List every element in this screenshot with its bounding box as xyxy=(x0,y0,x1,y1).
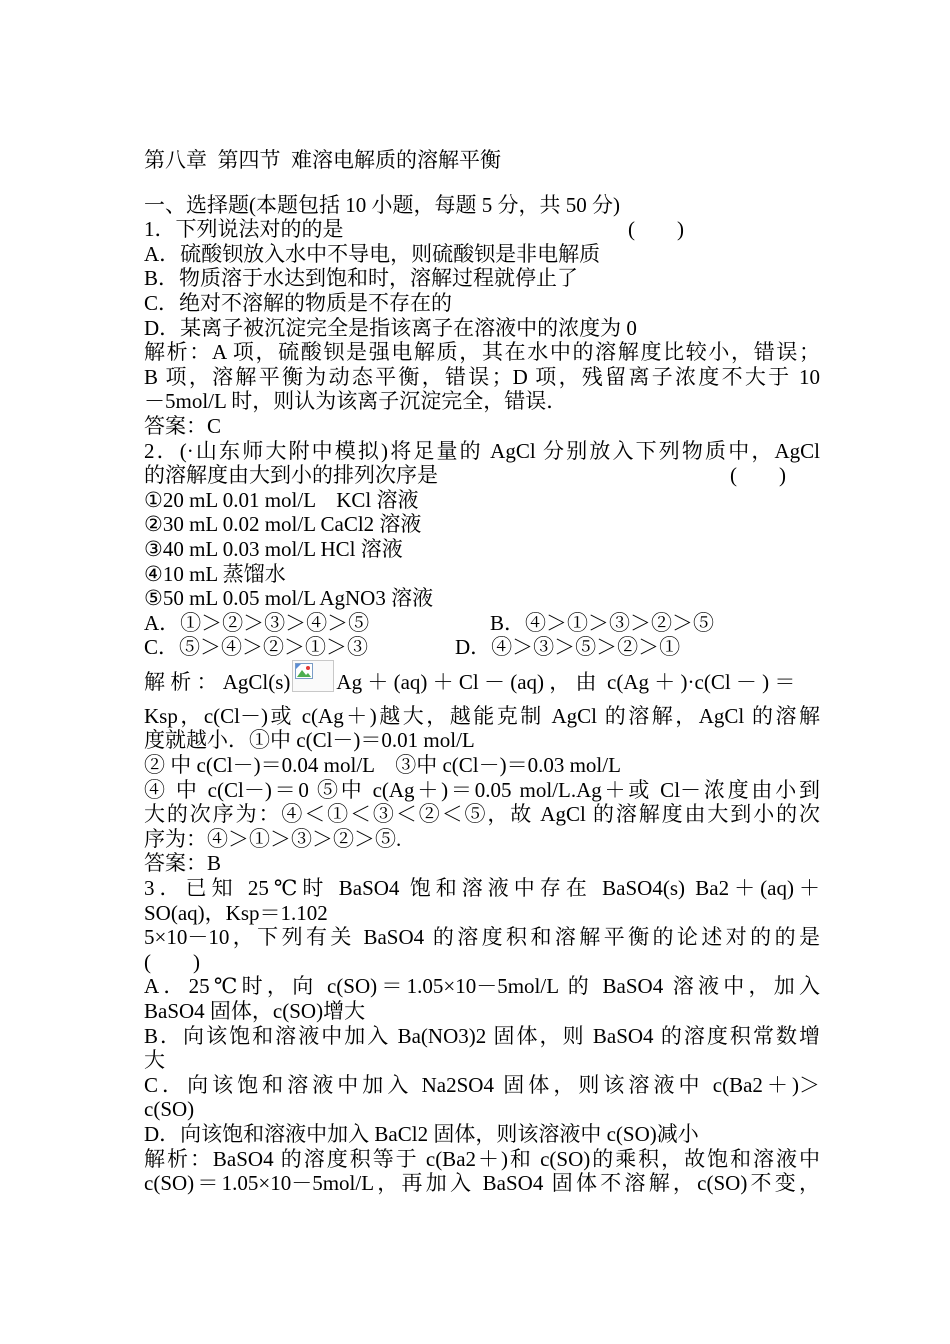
q1-option-d: D．某离子被沉淀完全是指该离子在溶液中的浓度为 0 xyxy=(144,315,637,340)
q2-option-b: B．④＞①＞③＞②＞⑤ xyxy=(490,610,715,635)
q2-analysis-line: ② 中 c(Cl－)＝0.04 mol/L ③中 c(Cl－)＝0.03 mol/L xyxy=(144,753,621,778)
broken-image-icon xyxy=(292,660,334,692)
q2-item: ①20 mL 0.01 mol/L KCl 溶液 xyxy=(144,487,419,512)
q2-bracket: ( ) xyxy=(730,463,786,488)
q2-analysis-line: Ksp，c(Cl－)或 c(Ag＋)越大，越能克制 AgCl 的溶解，AgCl 的溶解 xyxy=(144,703,820,728)
q2-stem-line: 2．(·山东师大附中模拟)将足量的 AgCl 分别放入下列物质中，AgCl xyxy=(144,438,820,463)
document-body xyxy=(144,148,820,1196)
q3-option-d: D．向该饱和溶液中加入 BaCl2 固体，则该溶液中 c(SO)减小 xyxy=(144,1121,699,1146)
q2-item: ③40 mL 0.03 mol/L HCl 溶液 xyxy=(144,536,403,561)
q1-option-a: A．硫酸钡放入水中不导电，则硫酸钡是非电解质 xyxy=(144,241,601,266)
q2-item: ②30 mL 0.02 mol/L CaCl2 溶液 xyxy=(144,512,422,537)
q2-analysis-line: ④ 中 c(Cl－)＝0 ⑤中 c(Ag＋)＝0.05 mol/L.Ag＋或 Cl－浓度由小到 xyxy=(144,777,820,802)
q3-analysis-line: 解析：BaSO4 的溶度积等于 c(Ba2＋)和 c(SO)的乘积，故饱和溶液中 xyxy=(144,1146,820,1171)
q1-bracket: ( ) xyxy=(628,217,684,242)
q2-option-a: A．①＞②＞③＞④＞⑤ xyxy=(144,610,370,635)
q3-option-a-cont: BaSO4 固体，c(SO)增大 xyxy=(144,999,366,1023)
q2-option-c: C．⑤＞④＞②＞①＞③ xyxy=(144,635,369,660)
q3-option-b-cont: 大 xyxy=(144,1048,165,1073)
q2-stem-line xyxy=(144,463,820,488)
q2-options-row xyxy=(144,635,820,660)
q2-analysis-start: 解 析 ： AgCl(s) xyxy=(144,669,291,694)
q3-option-a: A．25℃时，向 c(SO)＝1.05×10－5mol/L 的 BaSO4 溶液中，加入 xyxy=(144,974,820,999)
q3-option-c-cont: c(SO) xyxy=(144,1097,195,1122)
q2-analysis-line xyxy=(144,660,820,704)
q1-option-c: C．绝对不溶解的物质是不存在的 xyxy=(144,290,453,315)
q2-options-row xyxy=(144,611,820,636)
q3-stem-line: SO(aq)，Ksp＝1.102 xyxy=(144,900,328,925)
q2-item: ⑤50 mL 0.05 mol/L AgNO3 溶液 xyxy=(144,586,434,611)
q3-analysis-line: c(SO)＝1.05×10－5mol/L，再加入 BaSO4 固体不溶解，c(SO)不变， xyxy=(144,1171,820,1196)
q3-bracket: ( ) xyxy=(144,949,200,974)
q2-analysis-line: 度就越小．①中 c(Cl－)＝0.01 mol/L xyxy=(144,728,475,753)
q1-stem: 1．下列说法对的的是 xyxy=(144,217,344,242)
q2-stem: 的溶解度由大到小的排列次序是 xyxy=(144,463,438,488)
q3-option-c: C．向该饱和溶液中加入 Na2SO4 固体，则该溶液中 c(Ba2＋)＞ xyxy=(144,1072,820,1097)
q1-option-b: B．物质溶于水达到饱和时，溶解过程就停止了 xyxy=(144,266,579,291)
q2-answer: 答案：B xyxy=(144,851,222,876)
q1-analysis-line: 解析：A 项，硫酸钡是强电解质，其在水中的溶解度比较小，错误； xyxy=(144,340,820,365)
q2-item: ④10 mL 蒸馏水 xyxy=(144,561,286,586)
q1-analysis-line: －5mol/L 时，则认为该离子沉淀完全，错误． xyxy=(144,389,568,414)
q3-stem-line: 3．已知 25℃时 BaSO4 饱和溶液中存在 BaSO4(s) Ba2＋(aq)＋ xyxy=(144,876,820,901)
page-title: 第八章 第四节 难溶电解质的溶解平衡 xyxy=(144,148,501,172)
q1-answer: 答案：C xyxy=(144,413,222,438)
q3-stem-line: 5×10－10，下列有关 BaSO4 的溶度积和溶解平衡的论述对的的是 xyxy=(144,925,820,950)
q3-option-b: B．向该饱和溶液中加入 Ba(NO3)2 固体，则 BaSO4 的溶度积常数增 xyxy=(144,1023,820,1048)
q1-analysis-line: B 项，溶解平衡为动态平衡，错误；D 项，残留离子浓度不大于 10 xyxy=(144,364,820,389)
q2-analysis-line: 序为：④＞①＞③＞②＞⑤. xyxy=(144,826,402,851)
q1-stem-line xyxy=(144,217,820,242)
section-heading: 一、选择题(本题包括 10 小题，每题 5 分，共 50 分) xyxy=(144,192,620,217)
q2-option-d: D．④＞③＞⑤＞②＞① xyxy=(455,635,681,660)
q2-analysis-rest: Ag ＋ (aq) ＋ Cl － (aq) ， 由 c(Ag ＋ )·c(Cl － ) ＝ xyxy=(336,669,796,694)
q2-analysis-line: 大的次序为：④＜①＜③＜②＜⑤，故 AgCl 的溶解度由大到小的次 xyxy=(144,802,820,827)
